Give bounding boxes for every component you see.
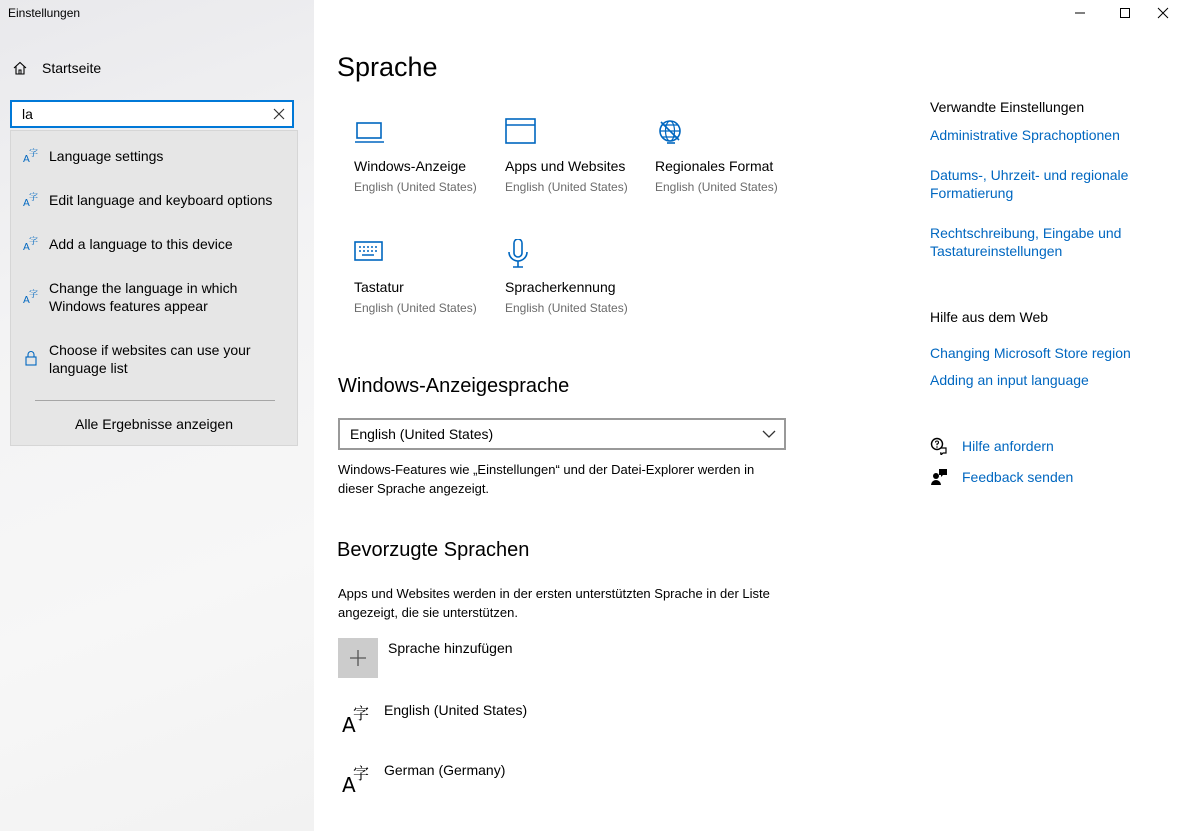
tile-subtitle: English (United States): [354, 180, 477, 194]
svg-text:字: 字: [29, 290, 39, 300]
minimize-icon: [1074, 7, 1086, 19]
search-input[interactable]: [22, 105, 262, 123]
close-button[interactable]: [1140, 0, 1186, 26]
link-store-region[interactable]: Changing Microsoft Store region: [930, 345, 1131, 361]
tile-name: Tastatur: [354, 279, 404, 295]
suggestion-language-settings[interactable]: [11, 145, 297, 167]
page-title: Sprache: [337, 52, 438, 82]
display-language-heading: Windows-Anzeigesprache: [338, 375, 570, 397]
svg-text:字: 字: [353, 704, 370, 723]
add-language-label[interactable]: Sprache hinzufügen: [388, 640, 513, 656]
suggestion-label: Choose if websites can use your language list: [49, 342, 251, 376]
nav-home[interactable]: [12, 60, 101, 76]
display-language-select[interactable]: [338, 418, 786, 450]
suggestion-add-language[interactable]: [11, 233, 297, 255]
keyboard-icon: [354, 239, 388, 273]
suggestion-label: Language settings: [49, 148, 164, 164]
link-spelling-typing-keyboard[interactable]: Rechtschreibung, Eingabe und Tastatureinstellungen: [930, 225, 1122, 259]
get-help-label: Hilfe anfordern: [962, 438, 1054, 454]
link-date-time-regional[interactable]: Datums-, Uhrzeit- und regionale Formatierung: [930, 167, 1129, 201]
all-results-button[interactable]: Alle Ergebnisse anzeigen: [75, 416, 233, 432]
language-name: English (United States): [384, 702, 528, 718]
send-feedback-label: Feedback senden: [962, 469, 1074, 485]
language-icon: [23, 147, 39, 163]
svg-text:字: 字: [353, 764, 370, 783]
help-chat-icon: [930, 437, 948, 455]
minimize-button[interactable]: [1057, 0, 1103, 26]
svg-text:A: A: [23, 295, 30, 304]
display-language-description: Windows-Features wie „Einstellungen“ und der Datei-Explorer werden in dieser Sprache angezeigt.: [338, 462, 755, 496]
globe-icon: [655, 118, 689, 152]
maximize-icon: [1119, 7, 1131, 19]
display-language-value: English (United States): [350, 426, 494, 442]
window-icon: [505, 118, 539, 152]
language-icon: [23, 235, 39, 251]
language-icon: [340, 760, 374, 794]
tile-subtitle: English (United States): [505, 301, 628, 315]
tile-subtitle: English (United States): [655, 180, 778, 194]
language-name: German (Germany): [384, 762, 506, 778]
tile-name: Apps und Websites: [505, 158, 626, 174]
svg-text:字: 字: [29, 149, 39, 159]
search-suggestions: [10, 130, 298, 446]
language-item-german[interactable]: [340, 760, 640, 800]
svg-text:A: A: [23, 242, 30, 251]
language-icon: [340, 700, 374, 734]
send-feedback-link[interactable]: [930, 468, 1073, 486]
sidebar: [0, 0, 314, 831]
svg-text:A: A: [342, 773, 356, 794]
tile-name: Spracherkennung: [505, 279, 616, 295]
svg-text:A: A: [342, 713, 356, 734]
nav-home-label: Startseite: [42, 60, 102, 76]
get-help-link[interactable]: [930, 437, 1054, 455]
svg-text:A: A: [23, 198, 30, 207]
lock-icon: [23, 350, 39, 366]
svg-text:字: 字: [29, 237, 39, 247]
suggestion-websites-language-list[interactable]: [11, 340, 297, 380]
link-add-input-language[interactable]: Adding an input language: [930, 372, 1089, 388]
plus-icon: [349, 649, 367, 667]
preferred-languages-description: Apps und Websites werden in der ersten unterstützten Sprache in der Liste angezeigt, die sie unterstützen.: [338, 586, 770, 620]
language-icon: [23, 191, 39, 207]
svg-text:A: A: [23, 154, 30, 163]
language-icon: [23, 288, 39, 304]
tile-name: Regionales Format: [655, 158, 774, 174]
add-language-button[interactable]: [338, 638, 378, 678]
home-icon: [12, 60, 28, 76]
language-item-english[interactable]: [340, 700, 640, 740]
preferred-languages-heading: Bevorzugte Sprachen: [337, 539, 530, 561]
tile-name: Windows-Anzeige: [354, 158, 467, 174]
close-icon[interactable]: [272, 107, 286, 121]
monitor-icon: [354, 118, 388, 152]
suggestion-edit-language-keyboard[interactable]: [11, 189, 297, 211]
tile-subtitle: English (United States): [505, 180, 628, 194]
suggestion-label: Add a language to this device: [49, 236, 233, 252]
suggestion-change-windows-language[interactable]: [11, 278, 297, 318]
related-settings-heading: Verwandte Einstellungen: [930, 99, 1085, 115]
svg-text:字: 字: [29, 193, 39, 203]
close-icon: [1157, 7, 1169, 19]
feedback-icon: [930, 468, 948, 486]
link-admin-language-options[interactable]: Administrative Sprachoptionen: [930, 127, 1120, 143]
search-box[interactable]: [10, 100, 294, 128]
suggestion-label: Edit language and keyboard options: [49, 192, 273, 208]
tile-subtitle: English (United States): [354, 301, 477, 315]
window-title: Einstellungen: [8, 6, 81, 20]
suggestion-label: Change the language in which Windows features appear: [49, 280, 238, 314]
microphone-icon: [505, 239, 539, 273]
web-help-heading: Hilfe aus dem Web: [930, 309, 1049, 325]
divider: [35, 400, 275, 401]
chevron-down-icon: [762, 429, 776, 439]
